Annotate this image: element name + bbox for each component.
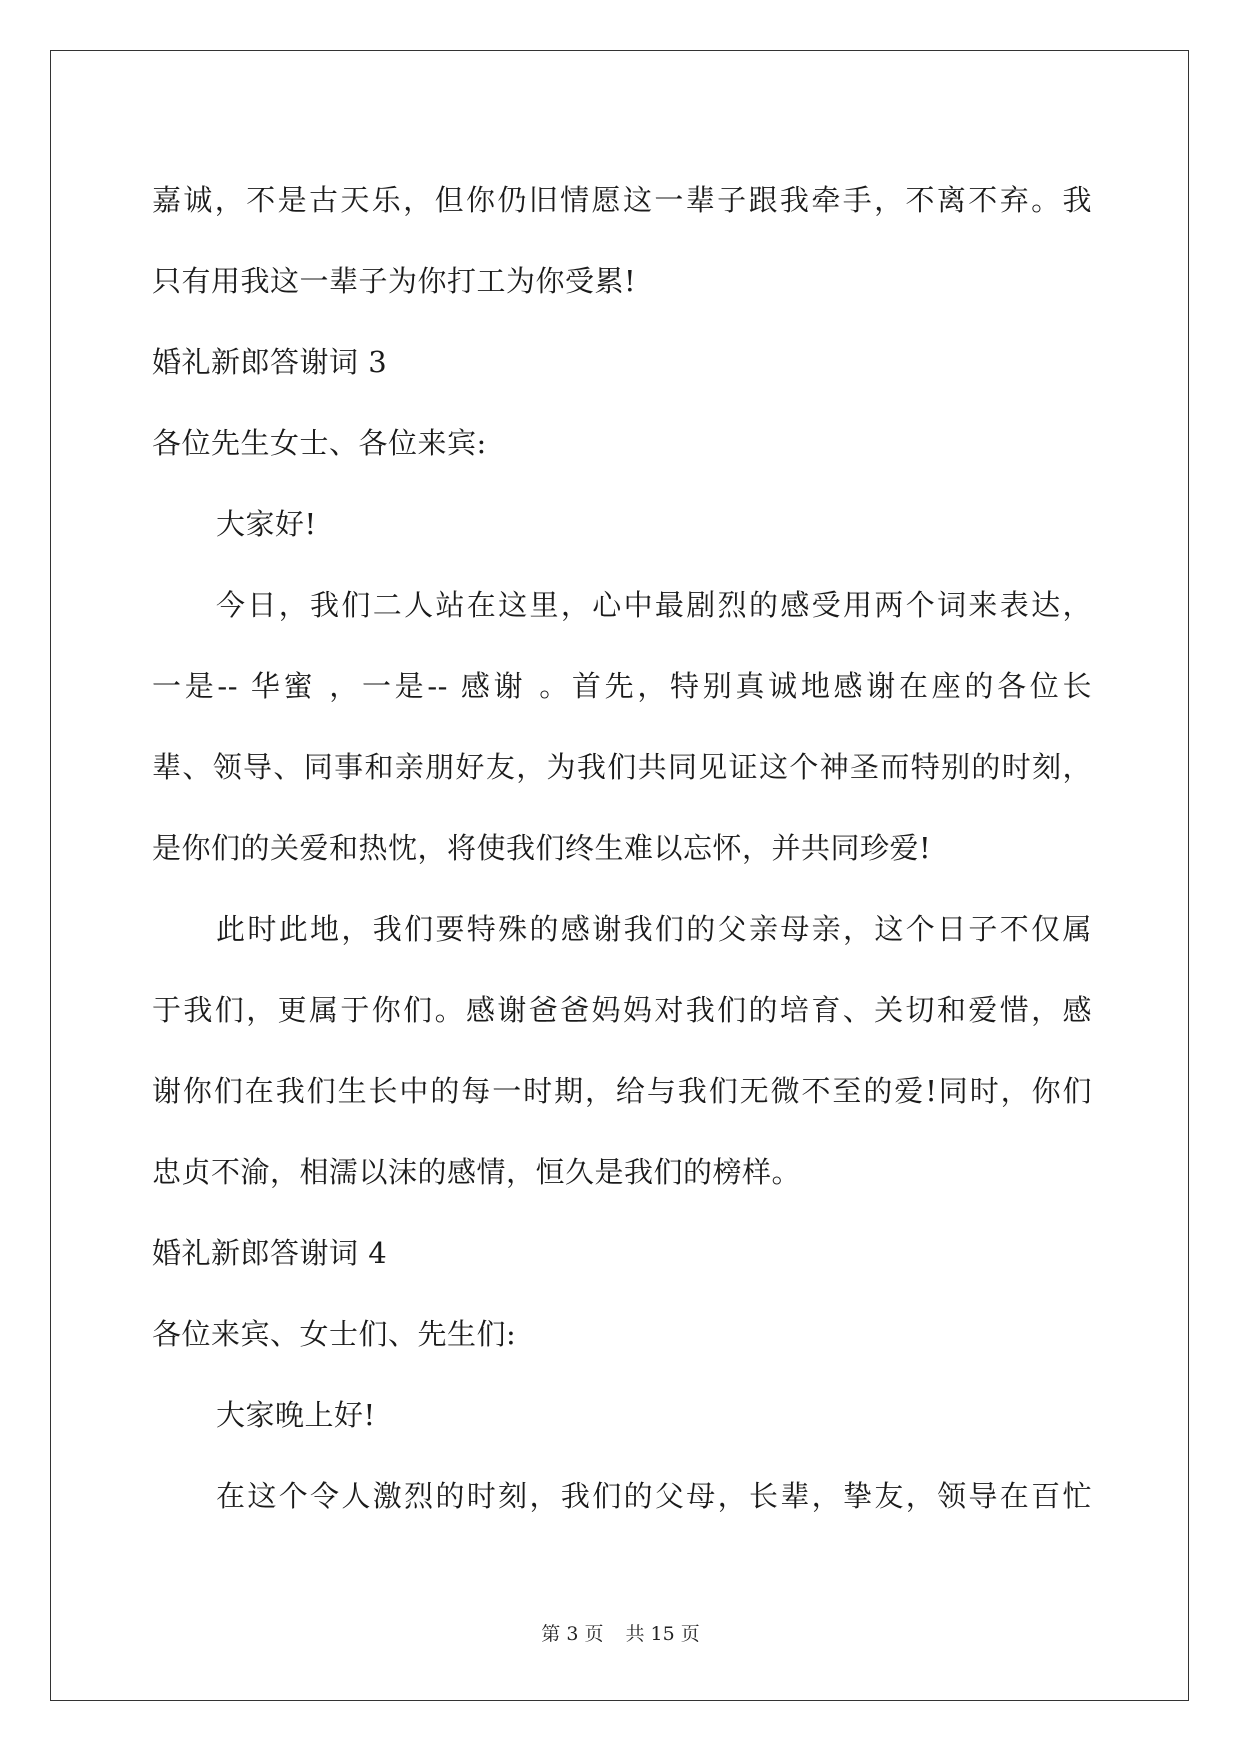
salutation: 各位先生女士、各位来宾: <box>152 426 487 460</box>
greeting: 大家晚上好! <box>216 1398 376 1432</box>
paragraph-line: 今日，我们二人站在这里，心中最剧烈的感受用两个词来表达， <box>216 588 1092 622</box>
paragraph-line: 辈、领导、同事和亲朋好友，为我们共同见证这个神圣而特别的时刻， <box>152 750 1092 784</box>
salutation: 各位来宾、女士们、先生们: <box>152 1317 517 1351</box>
paragraph-line: 一是-- 华蜜 ，一是-- 感谢 。首先，特别真诚地感谢在座的各位长 <box>152 669 1092 703</box>
page-footer <box>0 1622 1241 1646</box>
section-heading: 婚礼新郎答谢词 3 <box>152 345 388 379</box>
page-total: 共 15 页 <box>625 1623 700 1645</box>
paragraph-line: 嘉诚，不是古天乐，但你仍旧情愿这一辈子跟我牵手，不离不弃。我 <box>152 183 1092 217</box>
section-heading: 婚礼新郎答谢词 4 <box>152 1236 388 1270</box>
paragraph-line: 在这个令人激烈的时刻，我们的父母，长辈，挚友，领导在百忙 <box>216 1479 1092 1513</box>
paragraph-line: 是你们的关爱和热忱，将使我们终生难以忘怀，并共同珍爱! <box>152 831 932 865</box>
page-number: 第 3 页 <box>541 1623 604 1645</box>
paragraph-line: 只有用我这一辈子为你打工为你受累! <box>152 264 637 298</box>
paragraph-line: 于我们，更属于你们。感谢爸爸妈妈对我们的培育、关切和爱惜，感 <box>152 993 1092 1027</box>
paragraph-line: 谢你们在我们生长中的每一时期，给与我们无微不至的爱!同时，你们 <box>152 1074 1092 1108</box>
paragraph-line: 忠贞不渝，相濡以沫的感情，恒久是我们的榜样。 <box>152 1155 802 1189</box>
document-body <box>152 160 1092 1537</box>
paragraph-line: 此时此地，我们要特殊的感谢我们的父亲母亲，这个日子不仅属 <box>216 912 1092 946</box>
greeting: 大家好! <box>216 507 317 541</box>
